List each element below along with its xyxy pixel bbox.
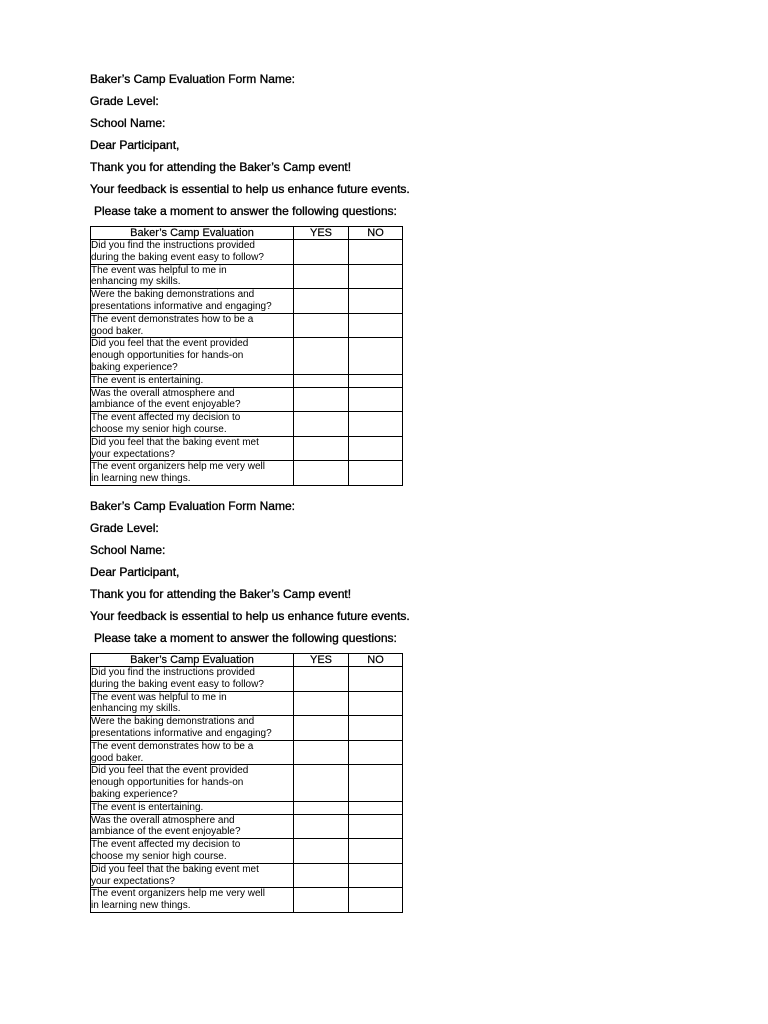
greeting: Dear Participant, [90, 565, 180, 579]
no-answer-cell[interactable] [349, 765, 403, 801]
question-text-line: The event is entertaining. [91, 374, 204, 386]
question-text-line: Did you find the instructions provided [91, 667, 255, 678]
yes-answer-cell[interactable] [294, 814, 349, 839]
question-text-line: ambiance of the event enjoyable? [91, 399, 241, 411]
question-text-line: ambiance of the event enjoyable? [91, 826, 241, 838]
table-row [91, 839, 403, 864]
no-answer-cell[interactable] [349, 412, 403, 437]
question-cell [91, 667, 294, 692]
header-evaluation: Baker’s Camp Evaluation [91, 227, 294, 240]
yes-answer-cell[interactable] [294, 691, 349, 716]
question-text-line: during the baking event easy to follow? [91, 678, 264, 690]
header-yes: YES [294, 227, 349, 240]
form-title: Baker’s Camp Evaluation Form Name: [90, 72, 295, 86]
question-text-line: Did you feel that the baking event met [91, 436, 259, 448]
yes-answer-cell[interactable] [294, 374, 349, 387]
question-cell [91, 264, 294, 289]
table-row [91, 289, 403, 314]
no-answer-cell[interactable] [349, 374, 403, 387]
question-cell [91, 863, 294, 888]
table-row [91, 716, 403, 741]
grade-level-label: Grade Level: [90, 521, 159, 535]
table-row [91, 374, 403, 387]
question-text-line: choose my senior high course. [91, 850, 227, 862]
question-cell [91, 374, 294, 387]
question-text-line: Did you feel that the event provided [91, 765, 249, 777]
question-text-line: during the baking event easy to follow? [91, 251, 264, 263]
yes-answer-cell[interactable] [294, 716, 349, 741]
school-name-label: School Name: [90, 543, 166, 557]
yes-answer-cell[interactable] [294, 740, 349, 765]
yes-answer-cell[interactable] [294, 264, 349, 289]
question-text-line: The event organizers help me very well [91, 888, 265, 900]
yes-answer-cell[interactable] [294, 387, 349, 412]
instruction-message: Please take a moment to answer the following questions: [94, 631, 397, 645]
question-text-line: Were the baking demonstrations and [91, 289, 255, 301]
question-cell [91, 888, 294, 913]
evaluation-form-1 [90, 72, 410, 486]
question-cell [91, 839, 294, 864]
yes-answer-cell[interactable] [294, 240, 349, 265]
question-rows [91, 667, 403, 913]
question-text-line: presentations informative and engaging? [91, 727, 272, 739]
question-cell [91, 338, 294, 374]
no-answer-cell[interactable] [349, 289, 403, 314]
question-cell [91, 716, 294, 741]
yes-answer-cell[interactable] [294, 436, 349, 461]
question-text-line: choose my senior high course. [91, 423, 227, 435]
yes-answer-cell[interactable] [294, 289, 349, 314]
question-text-line: The event demonstrates how to be a [91, 740, 254, 752]
question-text-line: enhancing my skills. [91, 703, 181, 715]
question-text-line: presentations informative and engaging? [91, 300, 272, 312]
thanks-message: Thank you for attending the Baker’s Camp event! [90, 160, 352, 174]
header-no: NO [349, 227, 403, 240]
question-text-line: baking experience? [91, 361, 178, 373]
no-answer-cell[interactable] [349, 667, 403, 692]
question-cell [91, 387, 294, 412]
thanks-message: Thank you for attending the Baker’s Camp event! [90, 587, 352, 601]
table-row [91, 691, 403, 716]
table-row [91, 801, 403, 814]
no-answer-cell[interactable] [349, 801, 403, 814]
table-row [91, 765, 403, 801]
question-text-line: enough opportunities for hands-on [91, 777, 244, 789]
grade-level-label: Grade Level: [90, 94, 159, 108]
question-text-line: The event was helpful to me in [91, 264, 227, 276]
question-cell [91, 814, 294, 839]
question-text-line: Was the overall atmosphere and [91, 814, 235, 826]
question-cell [91, 461, 294, 486]
no-answer-cell[interactable] [349, 863, 403, 888]
no-answer-cell[interactable] [349, 436, 403, 461]
table-row [91, 240, 403, 265]
question-cell [91, 765, 294, 801]
table-row [91, 387, 403, 412]
table-row [91, 740, 403, 765]
question-text-line: The event affected my decision to [91, 412, 241, 424]
question-cell [91, 740, 294, 765]
question-text-line: The event is entertaining. [91, 801, 204, 813]
question-text-line: The event affected my decision to [91, 839, 241, 851]
question-cell [91, 436, 294, 461]
question-text-line: The event was helpful to me in [91, 691, 227, 703]
yes-answer-cell[interactable] [294, 888, 349, 913]
yes-answer-cell[interactable] [294, 338, 349, 374]
question-cell [91, 801, 294, 814]
yes-answer-cell[interactable] [294, 839, 349, 864]
yes-answer-cell[interactable] [294, 765, 349, 801]
yes-answer-cell[interactable] [294, 863, 349, 888]
question-text-line: your expectations? [91, 448, 175, 460]
question-text-line: Did you feel that the baking event met [91, 863, 259, 875]
no-answer-cell[interactable] [349, 313, 403, 338]
no-answer-cell[interactable] [349, 716, 403, 741]
evaluation-form-2 [90, 499, 410, 913]
question-text-line: Was the overall atmosphere and [91, 387, 235, 399]
question-text-line: good baker. [91, 752, 144, 764]
yes-answer-cell[interactable] [294, 313, 349, 338]
table-row [91, 888, 403, 913]
table-row [91, 863, 403, 888]
question-rows [91, 240, 403, 486]
yes-answer-cell[interactable] [294, 667, 349, 692]
table-row [91, 461, 403, 486]
question-text-line: your expectations? [91, 875, 175, 887]
no-answer-cell[interactable] [349, 387, 403, 412]
question-text-line: in learning new things. [91, 473, 191, 485]
question-text-line: enhancing my skills. [91, 276, 181, 288]
yes-answer-cell[interactable] [294, 801, 349, 814]
table-row [91, 667, 403, 692]
question-text-line: The event demonstrates how to be a [91, 313, 254, 325]
question-cell [91, 412, 294, 437]
table-row [91, 338, 403, 374]
question-text-line: Did you find the instructions provided [91, 240, 255, 251]
question-text-line: enough opportunities for hands-on [91, 350, 244, 362]
no-answer-cell[interactable] [349, 264, 403, 289]
question-cell [91, 691, 294, 716]
school-name-label: School Name: [90, 116, 166, 130]
feedback-message: Your feedback is essential to help us enhance future events. [90, 182, 410, 196]
question-text-line: baking experience? [91, 788, 178, 800]
header-yes: YES [294, 654, 349, 667]
yes-answer-cell[interactable] [294, 461, 349, 486]
yes-answer-cell[interactable] [294, 412, 349, 437]
no-answer-cell[interactable] [349, 691, 403, 716]
header-evaluation: Baker’s Camp Evaluation [91, 654, 294, 667]
question-cell [91, 240, 294, 265]
no-answer-cell[interactable] [349, 839, 403, 864]
question-text-line: Were the baking demonstrations and [91, 716, 255, 728]
greeting: Dear Participant, [90, 138, 180, 152]
form-title: Baker’s Camp Evaluation Form Name: [90, 499, 295, 513]
question-cell [91, 289, 294, 314]
question-text-line: good baker. [91, 325, 144, 337]
table-row [91, 412, 403, 437]
evaluation-table [90, 226, 403, 486]
instruction-message: Please take a moment to answer the following questions: [94, 204, 397, 218]
header-row [91, 654, 403, 667]
question-text-line: The event organizers help me very well [91, 461, 265, 473]
no-answer-cell[interactable] [349, 338, 403, 374]
table-row [91, 814, 403, 839]
no-answer-cell[interactable] [349, 888, 403, 913]
question-cell [91, 313, 294, 338]
table-row [91, 264, 403, 289]
no-answer-cell[interactable] [349, 240, 403, 265]
table-row [91, 313, 403, 338]
question-text-line: in learning new things. [91, 900, 191, 912]
feedback-message: Your feedback is essential to help us enhance future events. [90, 609, 410, 623]
table-row [91, 436, 403, 461]
no-answer-cell[interactable] [349, 814, 403, 839]
question-text-line: Did you feel that the event provided [91, 338, 249, 350]
no-answer-cell[interactable] [349, 461, 403, 486]
header-no: NO [349, 654, 403, 667]
header-row [91, 227, 403, 240]
no-answer-cell[interactable] [349, 740, 403, 765]
evaluation-table [90, 653, 403, 913]
